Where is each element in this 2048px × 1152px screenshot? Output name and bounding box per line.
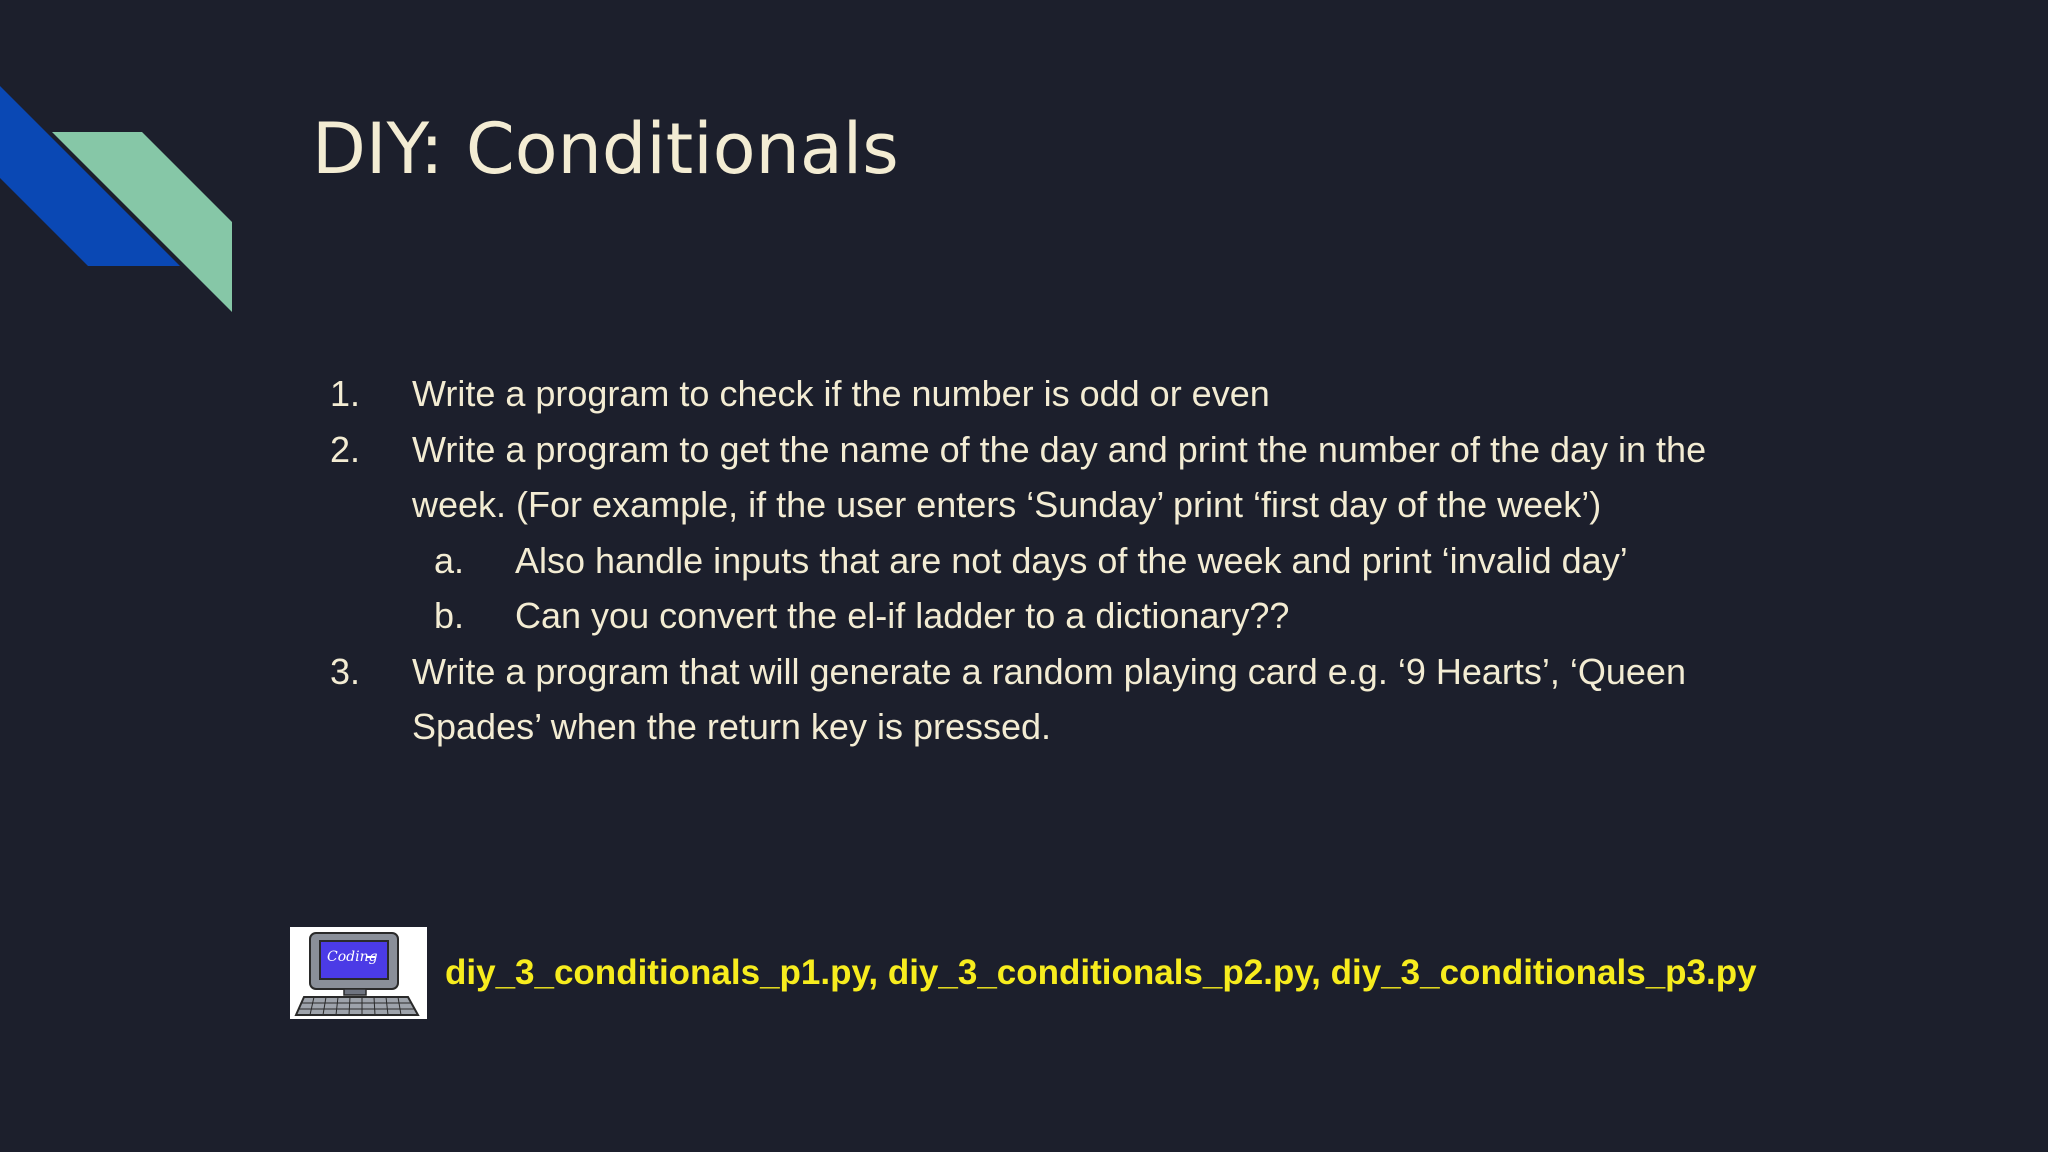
list-item-continuation (322, 699, 1882, 755)
slide-title: DIY: Conditionals (312, 108, 899, 190)
list-item-continuation (322, 477, 1882, 533)
item-text: Write a program to check if the number is odd or even (412, 373, 1270, 414)
task-list (322, 366, 1882, 755)
corner-decoration (0, 0, 240, 320)
sub-list-item (322, 588, 1882, 644)
list-item (322, 644, 1882, 700)
sub-list-item (322, 533, 1882, 589)
item-number: 1. (330, 373, 361, 414)
item-number: 3. (330, 650, 361, 692)
screen-text: Coding (327, 949, 378, 965)
sub-item-text: Can you convert the el-if ladder to a dictionary?? (515, 595, 1290, 636)
list-item (322, 422, 1882, 478)
file-names: diy_3_conditionals_p1.py, diy_3_conditionals_p2.py, diy_3_conditionals_p3.py (445, 953, 1757, 992)
list-item (322, 366, 1882, 422)
item-text: Write a program to get the name of the day and print the number of the day in the (412, 428, 1707, 470)
item-text: week. (For example, if the user enters ‘Sunday’ print ‘first day of the week’) (412, 484, 1602, 525)
sub-item-letter: b. (434, 595, 465, 636)
item-number: 2. (330, 428, 361, 470)
sub-item-letter: a. (434, 539, 465, 581)
item-text: Spades’ when the return key is pressed. (412, 706, 1052, 747)
computer-coding-icon (290, 927, 427, 1019)
sub-item-text: Also handle inputs that are not days of the week and print ‘invalid day’ (515, 539, 1628, 581)
footer-files (290, 927, 1757, 1019)
item-text: Write a program that will generate a random playing card e.g. ‘9 Hearts’, ‘Queen (412, 650, 1686, 692)
